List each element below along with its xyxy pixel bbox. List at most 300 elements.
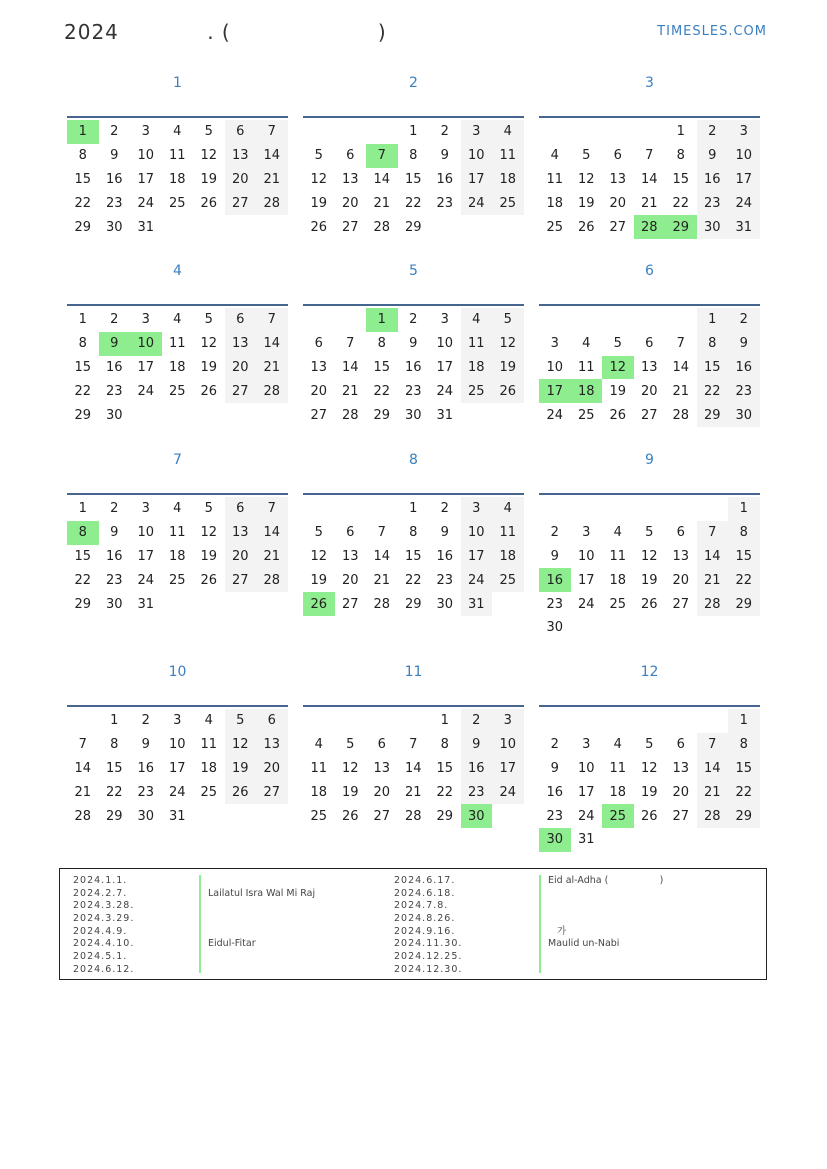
day-cell[interactable]: 6 bbox=[346, 525, 355, 541]
day-cell[interactable]: 12 bbox=[225, 733, 257, 757]
day-cell[interactable]: 7 bbox=[697, 733, 729, 757]
day-cell[interactable]: 12 bbox=[640, 760, 658, 776]
day-cell[interactable]: 23 bbox=[461, 780, 493, 804]
day-cell[interactable]: 1 bbox=[409, 124, 418, 140]
day-cell[interactable]: 10 bbox=[546, 359, 564, 375]
day-cell[interactable]: 22 bbox=[404, 195, 422, 211]
day-cell[interactable]: 2 bbox=[440, 501, 449, 517]
day-cell[interactable]: 6 bbox=[645, 336, 654, 352]
day-cell[interactable]: 23 bbox=[137, 784, 155, 800]
day-cell[interactable]: 21 bbox=[256, 356, 288, 380]
day-cell[interactable]: 14 bbox=[373, 171, 391, 187]
day-cell[interactable]: 11 bbox=[168, 148, 186, 164]
day-cell[interactable]: 15 bbox=[373, 359, 391, 375]
day-cell[interactable]: 29 bbox=[105, 808, 123, 824]
day-cell[interactable]: 2 bbox=[409, 312, 418, 328]
day-cell[interactable]: 26 bbox=[640, 808, 658, 824]
day-cell[interactable]: 30 bbox=[461, 804, 493, 828]
day-cell[interactable]: 30 bbox=[404, 407, 422, 423]
day-cell[interactable]: 28 bbox=[256, 379, 288, 403]
day-cell[interactable]: 6 bbox=[377, 737, 386, 753]
day-cell[interactable]: 8 bbox=[728, 521, 760, 545]
day-cell[interactable]: 18 bbox=[546, 195, 564, 211]
day-cell[interactable]: 11 bbox=[461, 332, 493, 356]
day-cell[interactable]: 16 bbox=[105, 548, 123, 564]
day-cell[interactable]: 3 bbox=[550, 336, 559, 352]
day-cell[interactable]: 6 bbox=[256, 709, 288, 733]
day-cell[interactable]: 1 bbox=[697, 308, 729, 332]
day-cell[interactable]: 30 bbox=[546, 620, 564, 636]
day-cell[interactable]: 20 bbox=[341, 195, 359, 211]
day-cell[interactable]: 20 bbox=[373, 784, 391, 800]
day-cell[interactable]: 8 bbox=[377, 336, 386, 352]
day-cell[interactable]: 24 bbox=[546, 407, 564, 423]
day-cell[interactable]: 19 bbox=[341, 784, 359, 800]
day-cell[interactable]: 31 bbox=[137, 219, 155, 235]
day-cell[interactable]: 18 bbox=[310, 784, 328, 800]
day-cell[interactable]: 2 bbox=[110, 124, 119, 140]
day-cell[interactable]: 13 bbox=[310, 359, 328, 375]
day-cell[interactable]: 26 bbox=[492, 379, 524, 403]
day-cell[interactable]: 14 bbox=[256, 144, 288, 168]
day-cell[interactable]: 5 bbox=[204, 124, 213, 140]
day-cell[interactable]: 5 bbox=[204, 312, 213, 328]
day-cell[interactable]: 17 bbox=[461, 545, 493, 569]
day-cell[interactable]: 21 bbox=[672, 383, 690, 399]
day-cell[interactable]: 21 bbox=[697, 780, 729, 804]
day-cell[interactable]: 9 bbox=[110, 148, 119, 164]
day-cell[interactable]: 24 bbox=[577, 596, 595, 612]
day-cell[interactable]: 10 bbox=[436, 336, 454, 352]
day-cell[interactable]: 19 bbox=[492, 356, 524, 380]
day-cell[interactable]: 10 bbox=[137, 525, 155, 541]
day-cell[interactable]: 2 bbox=[550, 525, 559, 541]
day-cell[interactable]: 10 bbox=[577, 548, 595, 564]
day-cell[interactable]: 25 bbox=[168, 572, 186, 588]
day-cell[interactable]: 26 bbox=[200, 383, 218, 399]
day-cell[interactable]: 18 bbox=[168, 548, 186, 564]
day-cell[interactable]: 21 bbox=[256, 168, 288, 192]
day-cell[interactable]: 4 bbox=[613, 737, 622, 753]
day-cell[interactable]: 18 bbox=[492, 168, 524, 192]
day-cell[interactable]: 5 bbox=[492, 308, 524, 332]
day-cell[interactable]: 1 bbox=[676, 124, 685, 140]
day-cell[interactable]: 26 bbox=[609, 407, 627, 423]
day-cell[interactable]: 13 bbox=[640, 359, 658, 375]
day-cell[interactable]: 16 bbox=[137, 760, 155, 776]
day-cell[interactable]: 11 bbox=[200, 737, 218, 753]
day-cell[interactable]: 10 bbox=[461, 521, 493, 545]
day-cell[interactable]: 24 bbox=[137, 195, 155, 211]
day-cell[interactable]: 4 bbox=[173, 124, 182, 140]
day-cell[interactable]: 13 bbox=[225, 521, 257, 545]
day-cell[interactable]: 3 bbox=[728, 120, 760, 144]
day-cell[interactable]: 25 bbox=[200, 784, 218, 800]
day-cell[interactable]: 28 bbox=[373, 219, 391, 235]
day-cell[interactable]: 23 bbox=[436, 195, 454, 211]
day-cell[interactable]: 4 bbox=[582, 336, 591, 352]
day-cell[interactable]: 19 bbox=[577, 195, 595, 211]
day-cell[interactable]: 19 bbox=[200, 359, 218, 375]
day-cell[interactable]: 19 bbox=[640, 572, 658, 588]
day-cell[interactable]: 7 bbox=[256, 497, 288, 521]
day-cell[interactable]: 9 bbox=[550, 548, 559, 564]
day-cell[interactable]: 4 bbox=[613, 525, 622, 541]
day-cell[interactable]: 29 bbox=[74, 219, 92, 235]
day-cell[interactable]: 4 bbox=[492, 497, 524, 521]
day-cell[interactable]: 23 bbox=[697, 191, 729, 215]
day-cell[interactable]: 31 bbox=[137, 596, 155, 612]
day-cell[interactable]: 8 bbox=[67, 521, 99, 545]
day-cell[interactable]: 24 bbox=[436, 383, 454, 399]
day-cell[interactable]: 3 bbox=[141, 124, 150, 140]
day-cell[interactable]: 12 bbox=[640, 548, 658, 564]
day-cell[interactable]: 5 bbox=[645, 737, 654, 753]
day-cell[interactable]: 21 bbox=[640, 195, 658, 211]
day-cell[interactable]: 14 bbox=[373, 548, 391, 564]
day-cell[interactable]: 7 bbox=[366, 144, 398, 168]
day-cell[interactable]: 26 bbox=[303, 592, 335, 616]
day-cell[interactable]: 9 bbox=[697, 144, 729, 168]
day-cell[interactable]: 25 bbox=[461, 379, 493, 403]
day-cell[interactable]: 26 bbox=[200, 195, 218, 211]
day-cell[interactable]: 22 bbox=[728, 568, 760, 592]
day-cell[interactable]: 25 bbox=[310, 808, 328, 824]
day-cell[interactable]: 7 bbox=[697, 521, 729, 545]
day-cell[interactable]: 10 bbox=[137, 148, 155, 164]
day-cell[interactable]: 28 bbox=[256, 568, 288, 592]
day-cell[interactable]: 5 bbox=[314, 525, 323, 541]
day-cell[interactable]: 17 bbox=[137, 359, 155, 375]
day-cell[interactable]: 23 bbox=[105, 195, 123, 211]
day-cell[interactable]: 4 bbox=[173, 501, 182, 517]
day-cell[interactable]: 30 bbox=[105, 407, 123, 423]
day-cell[interactable]: 9 bbox=[440, 525, 449, 541]
day-cell[interactable]: 14 bbox=[697, 545, 729, 569]
day-cell[interactable]: 30 bbox=[105, 596, 123, 612]
day-cell[interactable]: 23 bbox=[105, 572, 123, 588]
day-cell[interactable]: 9 bbox=[409, 336, 418, 352]
day-cell[interactable]: 15 bbox=[105, 760, 123, 776]
day-cell[interactable]: 1 bbox=[409, 501, 418, 517]
day-cell[interactable]: 27 bbox=[609, 219, 627, 235]
day-cell[interactable]: 11 bbox=[492, 521, 524, 545]
day-cell[interactable]: 24 bbox=[728, 191, 760, 215]
day-cell[interactable]: 16 bbox=[436, 548, 454, 564]
day-cell[interactable]: 3 bbox=[173, 713, 182, 729]
day-cell[interactable]: 5 bbox=[314, 148, 323, 164]
day-cell[interactable]: 17 bbox=[137, 548, 155, 564]
day-cell[interactable]: 20 bbox=[256, 757, 288, 781]
brand-logo-text[interactable]: TIMESLES.COM bbox=[657, 24, 767, 39]
day-cell[interactable]: 3 bbox=[461, 120, 493, 144]
day-cell[interactable]: 8 bbox=[78, 336, 87, 352]
day-cell[interactable]: 23 bbox=[728, 379, 760, 403]
day-cell[interactable]: 28 bbox=[373, 596, 391, 612]
day-cell[interactable]: 26 bbox=[310, 219, 328, 235]
day-cell[interactable]: 20 bbox=[225, 168, 257, 192]
day-cell[interactable]: 25 bbox=[168, 383, 186, 399]
day-cell[interactable]: 29 bbox=[728, 804, 760, 828]
day-cell[interactable]: 2 bbox=[141, 713, 150, 729]
day-cell[interactable]: 12 bbox=[577, 171, 595, 187]
day-cell[interactable]: 20 bbox=[225, 356, 257, 380]
day-cell[interactable]: 31 bbox=[168, 808, 186, 824]
day-cell[interactable]: 22 bbox=[105, 784, 123, 800]
day-cell[interactable]: 2 bbox=[110, 312, 119, 328]
day-cell[interactable]: 7 bbox=[256, 308, 288, 332]
day-cell[interactable]: 15 bbox=[728, 757, 760, 781]
day-cell[interactable]: 25 bbox=[492, 568, 524, 592]
day-cell[interactable]: 3 bbox=[582, 737, 591, 753]
day-cell[interactable]: 27 bbox=[672, 596, 690, 612]
day-cell[interactable]: 24 bbox=[492, 780, 524, 804]
day-cell[interactable]: 14 bbox=[404, 760, 422, 776]
day-cell[interactable]: 10 bbox=[461, 144, 493, 168]
day-cell[interactable]: 12 bbox=[310, 171, 328, 187]
day-cell[interactable]: 13 bbox=[672, 548, 690, 564]
day-cell[interactable]: 2 bbox=[728, 308, 760, 332]
day-cell[interactable]: 16 bbox=[728, 356, 760, 380]
day-cell[interactable]: 9 bbox=[461, 733, 493, 757]
day-cell[interactable]: 17 bbox=[137, 171, 155, 187]
day-cell[interactable]: 2 bbox=[550, 737, 559, 753]
day-cell[interactable]: 28 bbox=[697, 592, 729, 616]
day-cell[interactable]: 31 bbox=[728, 215, 760, 239]
day-cell[interactable]: 19 bbox=[310, 572, 328, 588]
day-cell[interactable]: 19 bbox=[200, 171, 218, 187]
day-cell[interactable]: 22 bbox=[74, 195, 92, 211]
day-cell[interactable]: 27 bbox=[225, 379, 257, 403]
day-cell[interactable]: 4 bbox=[550, 148, 559, 164]
day-cell[interactable]: 24 bbox=[577, 808, 595, 824]
day-cell[interactable]: 5 bbox=[225, 709, 257, 733]
day-cell[interactable]: 3 bbox=[440, 312, 449, 328]
day-cell[interactable]: 1 bbox=[728, 709, 760, 733]
day-cell[interactable]: 13 bbox=[341, 548, 359, 564]
day-cell[interactable]: 20 bbox=[672, 572, 690, 588]
day-cell[interactable]: 4 bbox=[204, 713, 213, 729]
day-cell[interactable]: 30 bbox=[137, 808, 155, 824]
day-cell[interactable]: 28 bbox=[74, 808, 92, 824]
day-cell[interactable]: 16 bbox=[404, 359, 422, 375]
day-cell[interactable]: 6 bbox=[225, 308, 257, 332]
day-cell[interactable]: 1 bbox=[78, 501, 87, 517]
day-cell[interactable]: 15 bbox=[728, 545, 760, 569]
day-cell[interactable]: 12 bbox=[341, 760, 359, 776]
day-cell[interactable]: 26 bbox=[640, 596, 658, 612]
day-cell[interactable]: 1 bbox=[78, 312, 87, 328]
day-cell[interactable]: 11 bbox=[577, 359, 595, 375]
day-cell[interactable]: 22 bbox=[404, 572, 422, 588]
day-cell[interactable]: 22 bbox=[74, 383, 92, 399]
day-cell[interactable]: 8 bbox=[110, 737, 119, 753]
day-cell[interactable]: 26 bbox=[577, 219, 595, 235]
day-cell[interactable]: 20 bbox=[225, 545, 257, 569]
day-cell[interactable]: 7 bbox=[409, 737, 418, 753]
day-cell[interactable]: 31 bbox=[577, 832, 595, 848]
day-cell[interactable]: 8 bbox=[409, 525, 418, 541]
day-cell[interactable]: 14 bbox=[697, 757, 729, 781]
day-cell[interactable]: 8 bbox=[409, 148, 418, 164]
day-cell[interactable]: 4 bbox=[461, 308, 493, 332]
day-cell[interactable]: 28 bbox=[672, 407, 690, 423]
day-cell[interactable]: 21 bbox=[697, 568, 729, 592]
day-cell[interactable]: 21 bbox=[373, 572, 391, 588]
day-cell[interactable]: 3 bbox=[461, 497, 493, 521]
day-cell[interactable]: 16 bbox=[539, 568, 571, 592]
day-cell[interactable]: 5 bbox=[204, 501, 213, 517]
day-cell[interactable]: 24 bbox=[137, 572, 155, 588]
day-cell[interactable]: 10 bbox=[728, 144, 760, 168]
day-cell[interactable]: 24 bbox=[461, 191, 493, 215]
day-cell[interactable]: 6 bbox=[346, 148, 355, 164]
day-cell[interactable]: 23 bbox=[546, 808, 564, 824]
day-cell[interactable]: 1 bbox=[110, 713, 119, 729]
day-cell[interactable]: 11 bbox=[168, 336, 186, 352]
day-cell[interactable]: 13 bbox=[225, 144, 257, 168]
day-cell[interactable]: 22 bbox=[74, 572, 92, 588]
day-cell[interactable]: 29 bbox=[404, 219, 422, 235]
day-cell[interactable]: 11 bbox=[609, 548, 627, 564]
day-cell[interactable]: 27 bbox=[225, 191, 257, 215]
day-cell[interactable]: 13 bbox=[672, 760, 690, 776]
day-cell[interactable]: 29 bbox=[697, 403, 729, 427]
day-cell[interactable]: 15 bbox=[436, 760, 454, 776]
day-cell[interactable]: 13 bbox=[341, 171, 359, 187]
day-cell[interactable]: 20 bbox=[609, 195, 627, 211]
day-cell[interactable]: 20 bbox=[341, 572, 359, 588]
day-cell[interactable]: 11 bbox=[492, 144, 524, 168]
day-cell[interactable]: 28 bbox=[341, 407, 359, 423]
day-cell[interactable]: 22 bbox=[436, 784, 454, 800]
day-cell[interactable]: 3 bbox=[141, 501, 150, 517]
day-cell[interactable]: 3 bbox=[582, 525, 591, 541]
day-cell[interactable]: 15 bbox=[74, 359, 92, 375]
day-cell[interactable]: 28 bbox=[404, 808, 422, 824]
day-cell[interactable]: 9 bbox=[99, 332, 131, 356]
day-cell[interactable]: 25 bbox=[546, 219, 564, 235]
day-cell[interactable]: 1 bbox=[440, 713, 449, 729]
day-cell[interactable]: 2 bbox=[440, 124, 449, 140]
day-cell[interactable]: 8 bbox=[676, 148, 685, 164]
day-cell[interactable]: 13 bbox=[373, 760, 391, 776]
day-cell[interactable]: 18 bbox=[492, 545, 524, 569]
day-cell[interactable]: 7 bbox=[377, 525, 386, 541]
day-cell[interactable]: 7 bbox=[645, 148, 654, 164]
day-cell[interactable]: 24 bbox=[168, 784, 186, 800]
day-cell[interactable]: 29 bbox=[404, 596, 422, 612]
day-cell[interactable]: 16 bbox=[105, 359, 123, 375]
day-cell[interactable]: 6 bbox=[225, 497, 257, 521]
day-cell[interactable]: 17 bbox=[577, 572, 595, 588]
day-cell[interactable]: 26 bbox=[225, 780, 257, 804]
day-cell[interactable]: 10 bbox=[577, 760, 595, 776]
day-cell[interactable]: 18 bbox=[571, 379, 603, 403]
day-cell[interactable]: 15 bbox=[697, 356, 729, 380]
day-cell[interactable]: 11 bbox=[310, 760, 328, 776]
day-cell[interactable]: 4 bbox=[314, 737, 323, 753]
day-cell[interactable]: 11 bbox=[168, 525, 186, 541]
day-cell[interactable]: 26 bbox=[341, 808, 359, 824]
day-cell[interactable]: 3 bbox=[141, 312, 150, 328]
day-cell[interactable]: 3 bbox=[492, 709, 524, 733]
day-cell[interactable]: 9 bbox=[141, 737, 150, 753]
day-cell[interactable]: 27 bbox=[640, 407, 658, 423]
day-cell[interactable]: 21 bbox=[373, 195, 391, 211]
day-cell[interactable]: 6 bbox=[314, 336, 323, 352]
day-cell[interactable]: 29 bbox=[74, 596, 92, 612]
day-cell[interactable]: 30 bbox=[436, 596, 454, 612]
day-cell[interactable]: 16 bbox=[546, 784, 564, 800]
day-cell[interactable]: 24 bbox=[461, 568, 493, 592]
day-cell[interactable]: 30 bbox=[728, 403, 760, 427]
day-cell[interactable]: 9 bbox=[550, 760, 559, 776]
day-cell[interactable]: 25 bbox=[602, 804, 634, 828]
day-cell[interactable]: 13 bbox=[225, 332, 257, 356]
day-cell[interactable]: 19 bbox=[225, 757, 257, 781]
day-cell[interactable]: 28 bbox=[634, 215, 666, 239]
day-cell[interactable]: 27 bbox=[310, 407, 328, 423]
day-cell[interactable]: 30 bbox=[539, 828, 571, 852]
day-cell[interactable]: 12 bbox=[200, 148, 218, 164]
day-cell[interactable]: 22 bbox=[373, 383, 391, 399]
day-cell[interactable]: 31 bbox=[436, 407, 454, 423]
day-cell[interactable]: 29 bbox=[436, 808, 454, 824]
day-cell[interactable]: 8 bbox=[440, 737, 449, 753]
day-cell[interactable]: 9 bbox=[728, 332, 760, 356]
day-cell[interactable]: 29 bbox=[728, 592, 760, 616]
day-cell[interactable]: 27 bbox=[256, 780, 288, 804]
day-cell[interactable]: 17 bbox=[461, 168, 493, 192]
day-cell[interactable]: 13 bbox=[609, 171, 627, 187]
day-cell[interactable]: 1 bbox=[728, 497, 760, 521]
day-cell[interactable]: 23 bbox=[404, 383, 422, 399]
day-cell[interactable]: 18 bbox=[168, 171, 186, 187]
day-cell[interactable]: 25 bbox=[492, 191, 524, 215]
day-cell[interactable]: 22 bbox=[697, 379, 729, 403]
day-cell[interactable]: 10 bbox=[130, 332, 162, 356]
day-cell[interactable]: 18 bbox=[461, 356, 493, 380]
day-cell[interactable]: 14 bbox=[640, 171, 658, 187]
day-cell[interactable]: 22 bbox=[672, 195, 690, 211]
day-cell[interactable]: 14 bbox=[672, 359, 690, 375]
day-cell[interactable]: 12 bbox=[602, 356, 634, 380]
day-cell[interactable]: 4 bbox=[492, 120, 524, 144]
day-cell[interactable]: 21 bbox=[256, 545, 288, 569]
day-cell[interactable]: 8 bbox=[728, 733, 760, 757]
day-cell[interactable]: 18 bbox=[609, 572, 627, 588]
day-cell[interactable]: 19 bbox=[200, 548, 218, 564]
day-cell[interactable]: 20 bbox=[640, 383, 658, 399]
day-cell[interactable]: 1 bbox=[366, 308, 398, 332]
day-cell[interactable]: 5 bbox=[582, 148, 591, 164]
day-cell[interactable]: 11 bbox=[546, 171, 564, 187]
day-cell[interactable]: 14 bbox=[341, 359, 359, 375]
day-cell[interactable]: 27 bbox=[341, 219, 359, 235]
day-cell[interactable]: 6 bbox=[613, 148, 622, 164]
day-cell[interactable]: 15 bbox=[74, 171, 92, 187]
day-cell[interactable]: 19 bbox=[310, 195, 328, 211]
day-cell[interactable]: 29 bbox=[373, 407, 391, 423]
day-cell[interactable]: 14 bbox=[256, 521, 288, 545]
day-cell[interactable]: 17 bbox=[539, 379, 571, 403]
day-cell[interactable]: 16 bbox=[697, 168, 729, 192]
day-cell[interactable]: 29 bbox=[665, 215, 697, 239]
day-cell[interactable]: 21 bbox=[404, 784, 422, 800]
day-cell[interactable]: 16 bbox=[461, 757, 493, 781]
day-cell[interactable]: 30 bbox=[105, 219, 123, 235]
